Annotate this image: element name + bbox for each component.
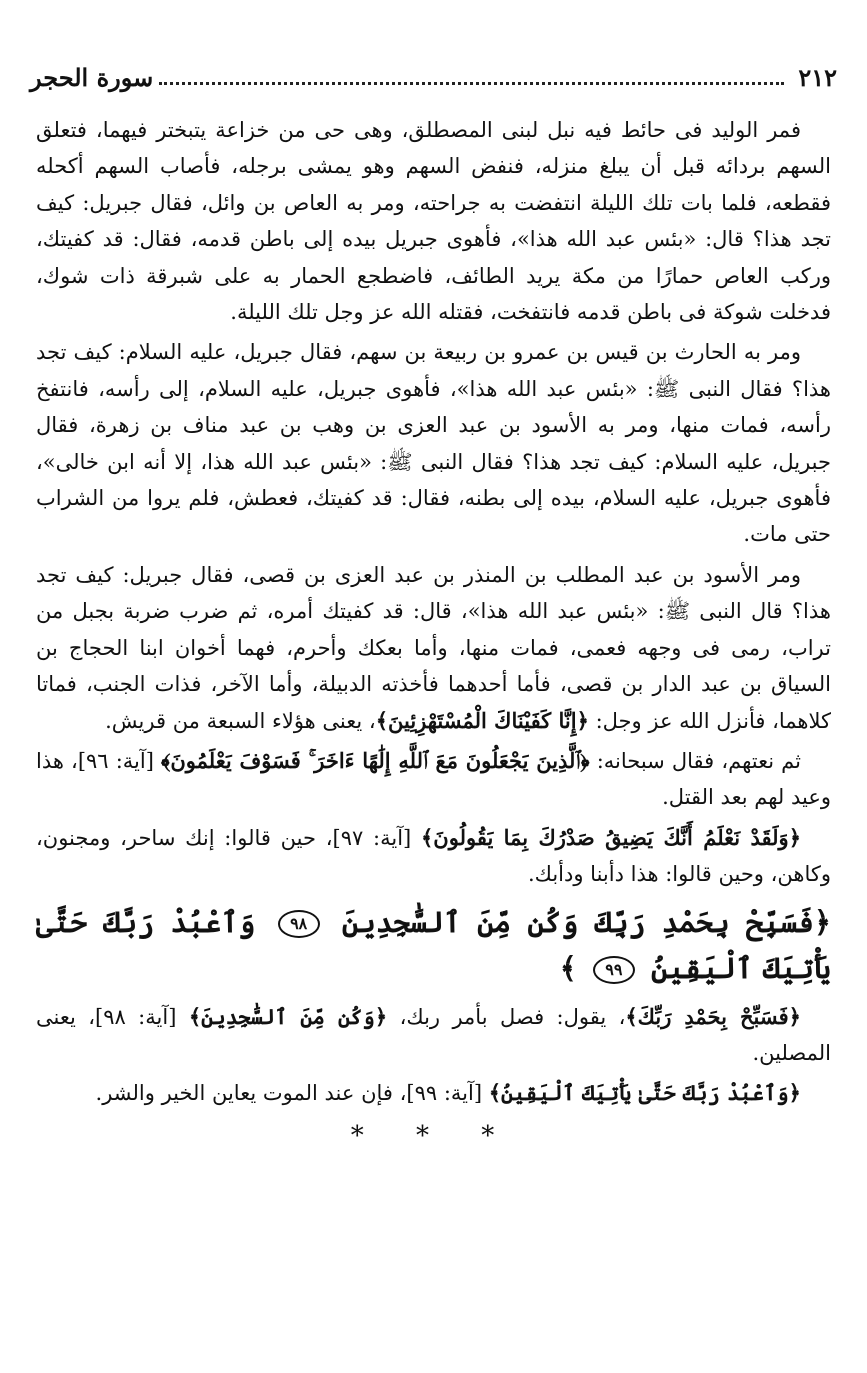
ayah-number-marker: ٩٨: [278, 910, 320, 938]
paragraph-4-tail: [آية: ٩٦]، هذا وعيد لهم بعد القتل.: [36, 748, 831, 810]
highlighted-verse-block: [36, 899, 831, 991]
verse-part-1: ﴿فَسَبِّحْ بِحَمْدِ رَبِّكَ وَكُن مِّنَ ٱلسَّٰجِدِينَ: [341, 904, 831, 939]
paragraph-3-tail: ، يعنى هؤلاء السبعة من قريش.: [105, 708, 376, 733]
paragraph-4: [36, 743, 831, 816]
page-body: [36, 112, 831, 1154]
page-header: [30, 58, 837, 92]
quran-verse: ﴿إِنَّا كَفَيْنَاكَ الْمُسْتَهْزِئِينَ﴾: [375, 707, 589, 733]
quran-verse: ﴿وَٱعْبُدْ رَبَّكَ حَتَّىٰ يَأْتِيَكَ ٱلْيَقِينُ﴾: [488, 1080, 801, 1106]
page-number: ٢١٢: [798, 63, 837, 92]
paragraph-3-text: ومر الأسود بن عبد المطلب بن المنذر بن عبد العزى بن قصى، فقال جبريل: كيف تجد هذا؟ قال النبى ﷺ: «بئس عبد الله هذا»، قال: قد كفيتك أمره، ثم ضرب ضربة بجبل من تراب، رمى فى وجهه فعمى، فمات منها، وأما بعكك وأحرم، فهما أخوان ابنا الحجاج بن السياق بن عبد الدار بن قصى، فأما أحدهما فأخذته الدبيلة، وأما الآخر، فذات الجنب، فماتا كلاهما، فأنزل الله عز وجل:: [36, 562, 831, 733]
quran-verse: ﴿وَلَقَدْ نَعْلَمُ أَنَّكَ يَضِيقُ صَدْرُكَ بِمَا يَقُولُونَ﴾: [421, 824, 801, 850]
paragraph-1: فمر الوليد فى حائط فيه نبل لبنى المصطلق، وهى حى من خزاعة يتبختر فيهما، فتعلق السهم بردائه قبل أن يبلغ منزله، فنفض السهم وهو يمشى برجله، فأصاب السهم أكحله فقطعه، فلما بات تلك الليلة انتفضت به جراحته، ومر به العاص بن وائل، فقال جبريل: كيف تجد هذا؟ قال: «بئس عبد الله هذا»، فأهوى جبريل بيده إلى باطن قدمه، فقال: قد كفيتك، وركب العاص حمارًا من مكة يريد الطائف، فاضطجع الحمار به على شبرقة ذات شوك، فدخلت شوكة فى باطن قدمه فانتفخت، فقتله الله عز وجل تلك الليلة.: [36, 118, 831, 325]
dotted-leader: [159, 82, 784, 85]
paragraph-3: [36, 557, 831, 739]
section-separator: * * *: [350, 1120, 517, 1151]
quran-verse: ﴿فَسَبِّحْ بِحَمْدِ رَبِّكَ﴾: [625, 1003, 801, 1029]
paragraph-7: [36, 1075, 831, 1111]
paragraph-6-tail: [آية: ٩٨]، يعنى المصلين.: [36, 1004, 831, 1065]
paragraph-2: ومر به الحارث بن قيس بن عمرو بن ربيعة بن سهم، فقال جبريل، عليه السلام: كيف تجد هذا؟ فقال النبى ﷺ: «بئس عبد الله هذا»، فأهوى جبريل، عليه السلام، إلى رأسه، فانتفخ رأسه، فمات منها، ومر به الأسود بن عبد العزى بن وهب بن عبد مناف بن زهرة، فقال جبريل، عليه السلام: كيف تجد هذا؟ فقال النبى ﷺ: «بئس عبد الله هذا، إلا أنه ابن خالى»، فأهوى جبريل، عليه السلام، بيده إلى بطنه، فقال: قد كفيتك، فعطش، فلم يروا من الشراب حتى مات.: [36, 340, 831, 547]
ayah-number-marker: ٩٩: [593, 956, 635, 984]
paragraph-7-tail: [آية: ٩٩]، فإن عند الموت يعاين الخير والشر.: [95, 1081, 483, 1106]
paragraph-5-tail: [آية: ٩٧]، حين قالوا: إنك ساحر، ومجنون، وكاهن، وحين قالوا: هذا دأبنا ودأبك.: [36, 825, 831, 887]
paragraph-6: [36, 999, 831, 1072]
verse-part-2: وَٱعْبُدْ رَبَّكَ حَتَّىٰ يَأْتِيَكَ ٱلْيَقِينُ: [36, 904, 831, 985]
paragraph-6-middle: ، يقول: فصل بأمر ربك،: [399, 1004, 626, 1029]
verse-close-bracket: ﴾: [559, 950, 577, 985]
paragraph-5: [36, 820, 831, 893]
quran-verse: ﴿وَكُن مِّنَ ٱلسَّٰجِدِينَ﴾: [188, 1003, 388, 1029]
paragraph-4-text: ثم نعتهم، فقال سبحانه:: [596, 748, 801, 773]
surah-title: سورة الحجر: [30, 63, 154, 92]
quran-verse: ﴿ٱلَّذِينَ يَجْعَلُونَ مَعَ ٱللَّهِ إِلَٰهًا ءَاخَرَ ۚ فَسَوْفَ يَعْلَمُونَ﴾: [161, 747, 590, 773]
